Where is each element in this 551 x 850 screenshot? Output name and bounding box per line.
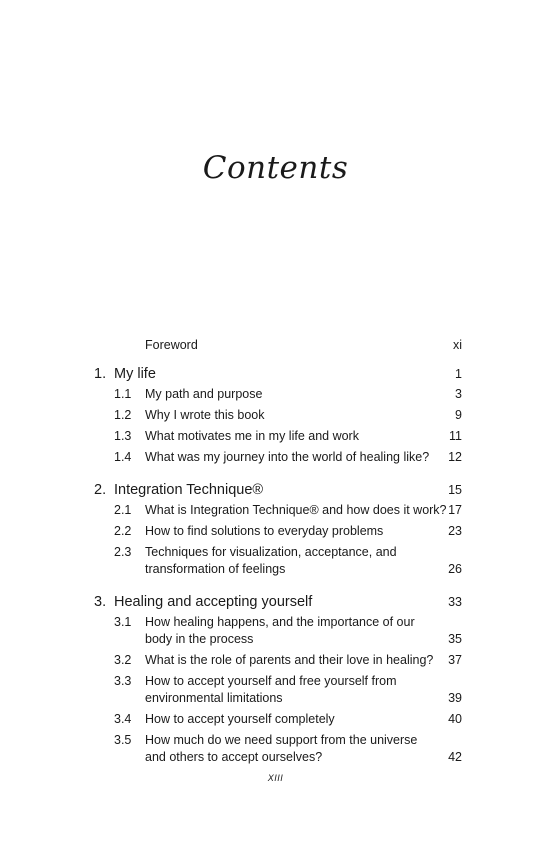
toc-page-number: 40: [448, 712, 462, 726]
toc-section-title-line-1: How much do we need support from the universe: [145, 733, 418, 747]
toc-chapter-title: Integration Technique®: [114, 482, 264, 498]
toc-section-3-5[interactable]: [94, 732, 462, 766]
toc-section-2-1[interactable]: [94, 502, 462, 519]
toc-chapter-3[interactable]: [94, 592, 462, 612]
toc-page-number: xi: [452, 338, 462, 352]
toc-page-number: 12: [448, 450, 462, 464]
toc-section-number: 3.5: [114, 733, 132, 747]
toc-chapter-1[interactable]: [94, 364, 462, 384]
toc-page-number: 17: [448, 503, 462, 517]
page-title: Contents: [202, 150, 349, 186]
toc-section-title-line-2: transformation of feelings: [145, 562, 286, 576]
toc-section-3-3[interactable]: [94, 673, 462, 707]
toc-page-number: 35: [448, 632, 462, 646]
toc-section-1-2[interactable]: [94, 407, 462, 424]
toc-section-2-2[interactable]: [94, 523, 462, 540]
toc-section-3-1[interactable]: [94, 614, 462, 648]
toc-page-number: 33: [448, 595, 462, 609]
toc-entry-label: Foreword: [145, 338, 198, 352]
table-of-contents: [94, 337, 462, 770]
toc-chapter-title: My life: [114, 366, 156, 382]
toc-section-3-4[interactable]: [94, 711, 462, 728]
toc-page-number: 39: [448, 691, 462, 705]
toc-section-title: Why I wrote this book: [145, 408, 265, 422]
toc-page-number: 11: [449, 429, 462, 443]
page-folio: XIII: [267, 773, 284, 783]
toc-section-title: What was my journey into the world of healing like?: [145, 450, 430, 464]
toc-chapter-number: 2.: [94, 482, 107, 498]
toc-section-number: 3.3: [114, 674, 132, 688]
toc-page-number: 15: [448, 483, 462, 497]
toc-section-title-line-1: How to accept yourself and free yourself from: [145, 674, 397, 688]
toc-section-title-line-2: body in the process: [145, 632, 254, 646]
toc-section-title: How to find solutions to everyday problems: [145, 524, 384, 538]
toc-section-number: 3.4: [114, 712, 132, 726]
toc-chapter-title: Healing and accepting yourself: [114, 594, 313, 610]
toc-section-number: 2.1: [114, 503, 132, 517]
toc-section-1-4[interactable]: [94, 449, 462, 466]
toc-section-number: 3.2: [114, 653, 132, 667]
toc-page-number: 9: [455, 408, 462, 422]
toc-page-number: 3: [455, 387, 462, 401]
toc-page-number: 23: [448, 524, 462, 538]
toc-chapter-number: 3.: [94, 594, 107, 610]
toc-section-3-2[interactable]: [94, 652, 462, 669]
toc-section-number: 1.2: [114, 408, 132, 422]
toc-section-number: 3.1: [114, 615, 132, 629]
toc-section-title: What is the role of parents and their love in healing?: [145, 653, 434, 667]
toc-entry-foreword[interactable]: [94, 337, 462, 354]
toc-section-number: 2.3: [114, 545, 132, 559]
toc-section-number: 2.2: [114, 524, 132, 538]
toc-section-title: How to accept yourself completely: [145, 712, 335, 726]
toc-section-2-3[interactable]: [94, 544, 462, 578]
toc-section-title: What is Integration Technique® and how does it work?: [145, 503, 447, 517]
toc-page-number: 26: [448, 562, 462, 576]
toc-section-title-line-1: Techniques for visualization, acceptance, and: [145, 545, 397, 559]
toc-section-number: 1.3: [114, 429, 132, 443]
toc-page-number: 42: [448, 750, 462, 764]
toc-section-1-3[interactable]: [94, 428, 462, 445]
chapter-spacer: [94, 470, 462, 480]
toc-section-number: 1.1: [114, 387, 132, 401]
toc-section-number: 1.4: [114, 450, 132, 464]
chapter-spacer: [94, 582, 462, 592]
toc-section-title: What motivates me in my life and work: [145, 429, 359, 443]
toc-chapter-number: 1.: [94, 366, 107, 382]
toc-section-1-1[interactable]: [94, 386, 462, 403]
toc-page-number: 1: [455, 367, 462, 381]
toc-section-title: My path and purpose: [145, 387, 263, 401]
toc-chapter-2[interactable]: [94, 480, 462, 500]
toc-section-title-line-1: How healing happens, and the importance of our: [145, 615, 415, 629]
toc-section-title-line-2: environmental limitations: [145, 691, 283, 705]
toc-section-title-line-2: and others to accept ourselves?: [145, 750, 323, 764]
toc-page-number: 37: [448, 653, 462, 667]
